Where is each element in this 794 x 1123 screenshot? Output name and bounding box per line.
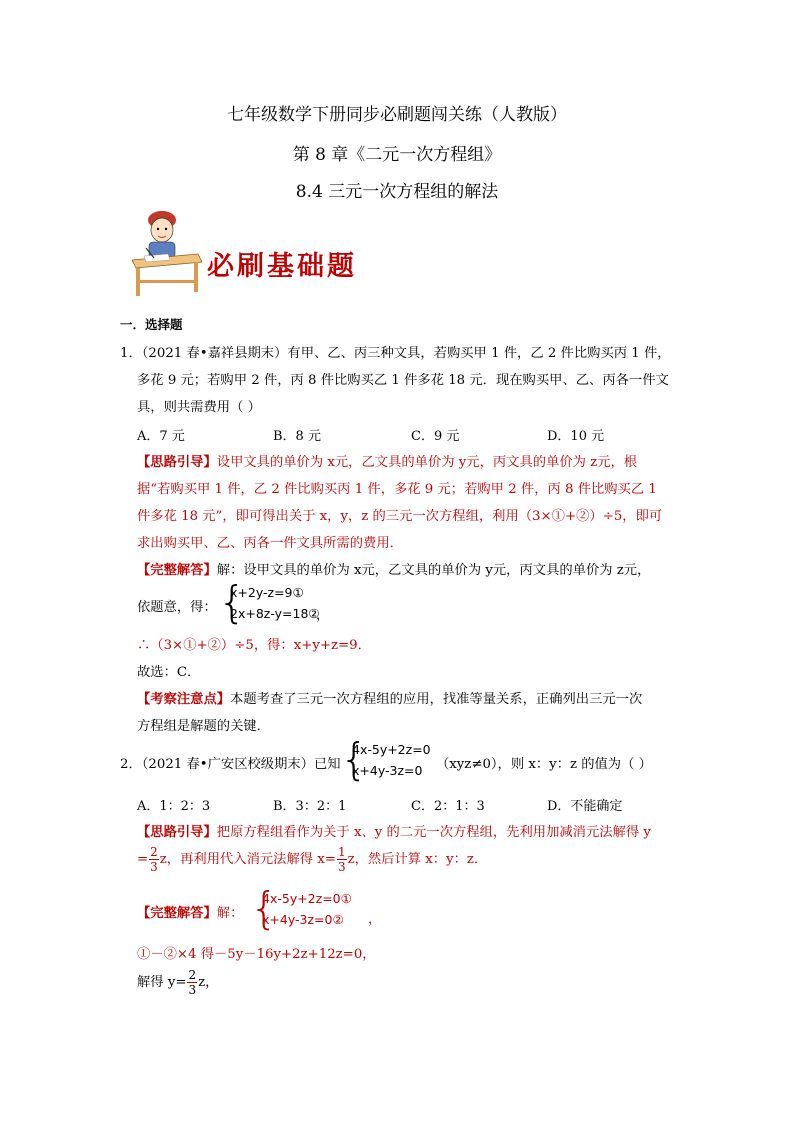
solution-tag: 【完整解答】: [137, 563, 217, 578]
q1-choices: [137, 425, 617, 443]
q2-equation-system: [340, 734, 440, 786]
q1-hint-line-3: 件多花 18 元”，即可得出关于 x，y，z 的三元一次方程组，利用（3×①+②）÷5，即可: [137, 509, 663, 524]
q1-choice-c: C．9 元: [411, 429, 460, 444]
q2-solution-system: [250, 883, 360, 935]
q2-line-suffix: （xyz≠0），则 x：y：z 的值为（ ）: [436, 757, 652, 772]
numerator: 1: [337, 845, 346, 859]
equation-1: 4x-5y+2z=0①: [262, 891, 352, 906]
denominator: 3: [188, 983, 197, 997]
q1-solution-line-1: [137, 559, 650, 578]
q1-hint-line-2: 据“若购买甲 1 件，乙 2 件比购买丙 1 件，多花 9 元；若购甲 2 件，丙 8 件比购买乙 1: [137, 482, 657, 497]
q2-solution-line-2: ①－②×4 得－5y－16y+2z+12z=0，: [137, 947, 376, 962]
numerator: 2: [150, 845, 158, 859]
q2-choices: [137, 795, 623, 814]
hint-tag: 【思路引导】: [137, 825, 217, 840]
document-title: 七年级数学下册同步必刷题闯关练（人教版）: [227, 105, 567, 125]
equation-2: 2x+8z-y=18②: [230, 606, 320, 621]
q1-hint-line-4: 求出购买甲、乙、丙各一件文具所需的费用．: [137, 536, 403, 551]
solution-text: 解：: [216, 906, 244, 921]
fraction-two-thirds: [187, 968, 197, 997]
section-title: 8.4 三元一次方程组的解法: [295, 182, 499, 202]
solution-text-end: z，: [198, 975, 219, 990]
equation-2: x+4y-3z=0②: [262, 912, 344, 927]
q2-choice-b: B．3：2：1: [273, 799, 347, 814]
q1-choice-d: D．10 元: [547, 429, 605, 444]
hint-tag: 【思路引导】: [137, 455, 217, 470]
q1-line-3: 具，则共需费用（ ）: [137, 400, 261, 415]
q2-solution-line-1: [137, 902, 243, 921]
q2-choice-d: D．不能确定: [547, 799, 623, 814]
brace-symbol: {: [250, 883, 278, 934]
brace-symbol: {: [218, 577, 246, 628]
q1-solution-line-3: ∴（3×①+②）÷5，得：x+y+z=9．: [137, 638, 371, 653]
q2-solution-tail: ，: [368, 912, 382, 927]
denominator: 3: [150, 860, 158, 874]
q2-hint-line-2: [137, 845, 487, 874]
solution-tag: 【完整解答】: [137, 906, 217, 921]
fraction-two-thirds: [149, 845, 159, 874]
q1-line-1: 1．（2021 春•嘉祥县期末）有甲、乙、丙三种文具，若购买甲 1 件，乙 2 件比购买丙 1 件，: [120, 346, 671, 361]
q1-note-line-1: [137, 688, 642, 707]
equation-1: x+2y-z=9①: [230, 585, 304, 600]
equation-2: x+4y-3z=0: [352, 763, 423, 778]
equals-sign: =: [137, 852, 149, 867]
q1-equation-tail: ，: [316, 608, 330, 623]
q2-choice-a: A．1：2：3: [137, 799, 211, 814]
fraction-one-third: [337, 845, 347, 874]
denominator: 3: [337, 860, 346, 874]
q1-solution-line-4: 故选：C．: [137, 665, 201, 680]
q1-line-2: 多花 9 元；若购甲 2 件，丙 8 件比购买乙 1 件多花 18 元．现在购买甲、乙、丙各一件文: [137, 373, 669, 388]
banner-heading: 必刷基础题: [207, 251, 357, 282]
numerator: 2: [188, 968, 197, 982]
note-tag: 【考察注意点】: [137, 692, 231, 707]
brace-symbol: {: [340, 734, 368, 785]
equation-1: 4x-5y+2z=0: [352, 742, 431, 757]
q1-solution-line-2: 依题意，得：: [137, 600, 217, 615]
section-label: 一．选择题: [120, 317, 183, 332]
q1-choice-b: B．8 元: [273, 429, 321, 444]
hint-text-end: z，然后计算 x：y：z．: [347, 852, 488, 867]
q1-note-line-2: 方程组是解题的关键．: [137, 719, 270, 734]
chapter-title: 第 8 章《二元一次方程组》: [292, 145, 502, 165]
note-text: 本题考查了三元一次方程组的应用，找准等量关系，正确列出三元一次: [230, 692, 643, 707]
q2-choice-c: C．2：1：3: [411, 799, 485, 814]
hint-text: 设甲文具的单价为 x元，乙文具的单价为 y元，丙文具的单价为 z元，根: [216, 455, 638, 470]
solution-text: 解：设甲文具的单价为 x元，乙文具的单价为 y元，丙文具的单价为 z元，: [216, 563, 651, 578]
q1-equation-system: [218, 577, 328, 629]
q1-choice-a: A．7 元: [137, 429, 185, 444]
hint-text-mid: z，再利用代入消元法解得 x=: [159, 852, 336, 867]
q2-solution-line-3: [137, 968, 218, 997]
hint-text: 把原方程组看作为关于 x、y 的二元一次方程组，先利用加减消元法解得 y: [216, 825, 651, 840]
solution-text: 解得 y=: [137, 975, 187, 990]
q1-hint-line-1: [137, 451, 637, 470]
q2-hint-line-1: [137, 821, 651, 840]
q2-line-prefix: 2．（2021 春•广安区校级期末）已知: [120, 757, 341, 772]
